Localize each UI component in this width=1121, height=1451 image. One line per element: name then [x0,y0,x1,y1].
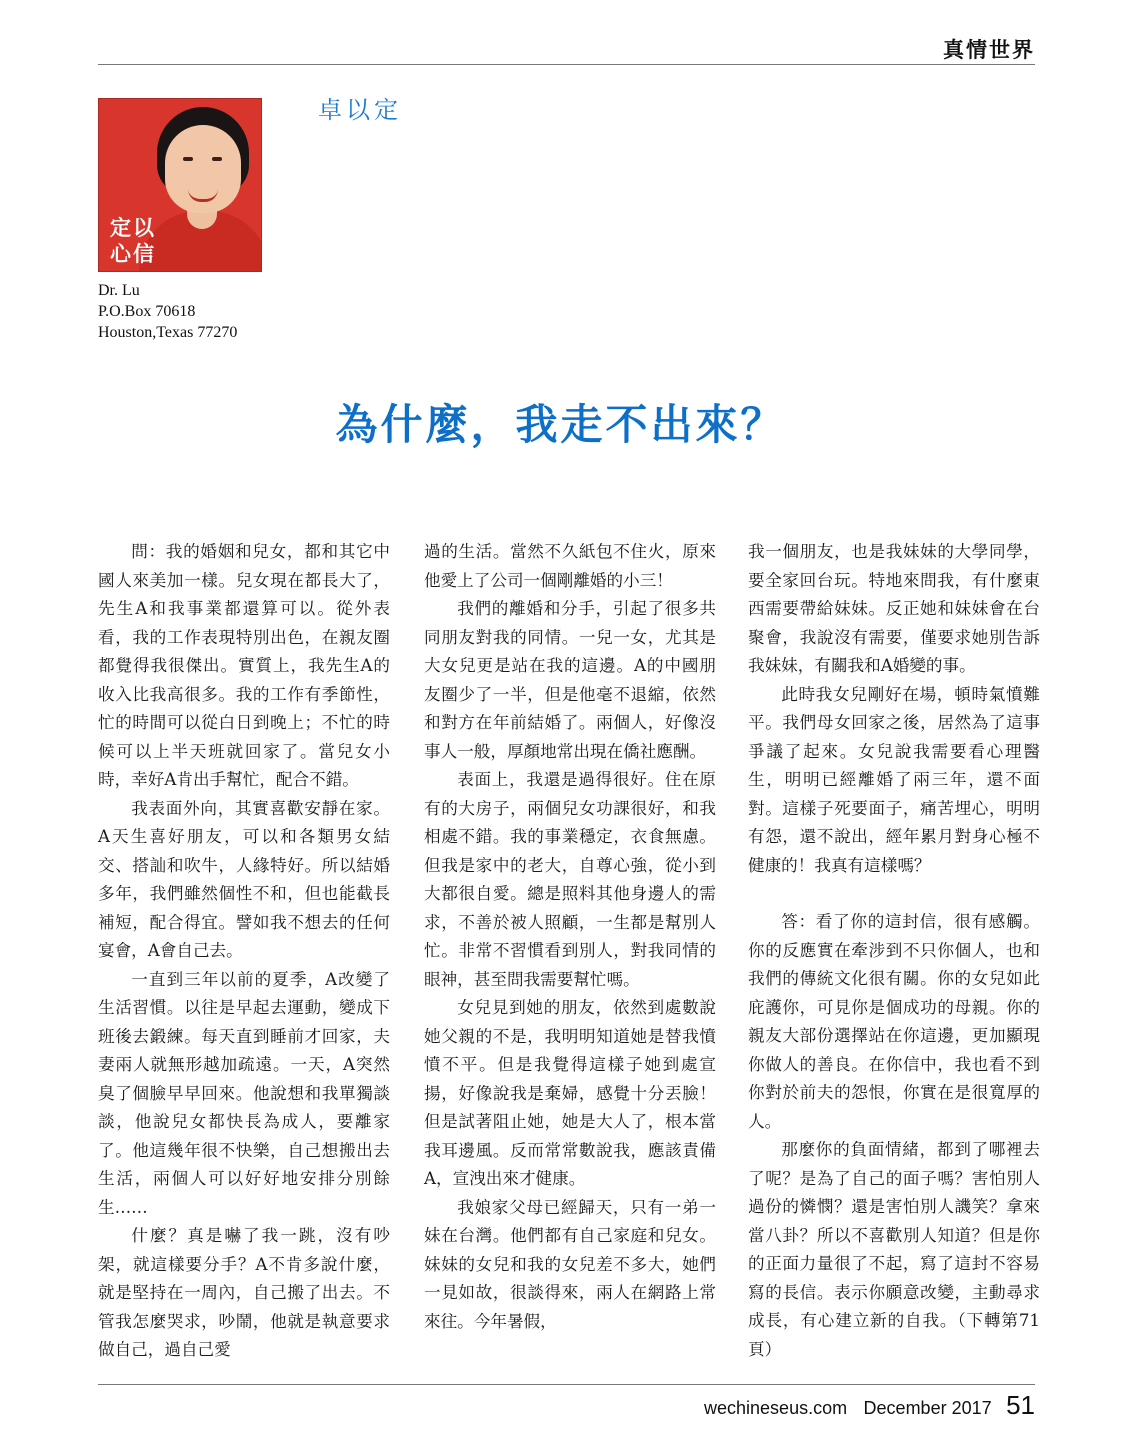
page-footer [704,1390,1035,1421]
paragraph: 我表面外向，其實喜歡安靜在家。A天生喜好朋友，可以和各類男女結交、搭訕和吹牛，人緣特好。所以結婚多年，我們雖然個性不和，但也能截長補短，配合得宜。譬如我不想去的任何宴會，A會自己去。 [98,798,390,960]
author-name: 卓以定 [318,96,402,124]
column-logo-line1: 定以 [110,215,156,240]
section-title: 真情世界 [943,38,1035,62]
column-logo-line2: 心信 [110,241,156,266]
bottom-divider [98,1384,1035,1385]
article-column-3 [748,538,1040,1364]
answer-paragraph: 那麼你的負面情緒，都到了哪裡去了呢？是為了自己的面子嗎？害怕別人過份的憐憫？還是害怕別人譏笑？拿來當八卦？所以不喜歡別人知道？但是你的正面力量很了不起，寫了這封不容易寫的長信。表示你願意改變，主動尋求成長，有心建立新的自我。（下轉第71頁） [748,1140,1040,1359]
article-column-2 [424,538,716,1336]
author-address [98,280,237,343]
paragraph-continued: 過的生活。當然不久紙包不住火，原來他愛上了公司一個剛離婚的小三！ [424,542,716,590]
article-title: 為什麼，我走不出來？ [335,400,786,449]
address-line-3: Houston,Texas 77270 [98,324,238,341]
address-line-2: P.O.Box 70618 [98,303,196,320]
footer-website: wechineseus.com [704,1398,848,1418]
author-photo [98,98,262,272]
paragraph: 問：我的婚姻和兒女，都和其它中國人來美加一樣。兒女現在都長大了，先生A和我事業都還算可以。從外表看，我的工作表現特別出色，在親友圈都覺得我很傑出。實質上，我先生A的收入比我高很多。我的工作有季節性，忙的時間可以從白日到晚上；不忙的時候可以上半天班就回家了。當兒女小時，幸好A肯出手幫忙，配合不錯。 [98,542,390,789]
paragraph-continued: 我一個朋友，也是我妹妹的大學同學，要全家回台玩。特地來問我，有什麼東西需要帶給妹妹。反正她和妹妹會在台聚會，我說沒有需要，僅要求她別告訴我妹妹，有關我和A婚變的事。 [748,542,1040,675]
paragraph: 我娘家父母已經歸天，只有一弟一妹在台灣。他們都有自己家庭和兒女。妹妹的女兒和我的女兒差不多大，她們一見如故，很談得來，兩人在網路上常來往。今年暑假， [424,1197,716,1331]
paragraph: 此時我女兒剛好在場，頓時氣憤難平。我們母女回家之後，居然為了這事爭議了起來。女兒說我需要看心理醫生，明明已經離婚了兩三年，還不面對。這樣子死要面子，痛苦埋心，明明有怨，還不說出，經年累月對身心極不健康的！我真有這樣嗎？ [748,684,1040,875]
paragraph: 什麼？真是嚇了我一跳，沒有吵架，就這樣要分手？A不肯多說什麼，就是堅持在一周內，自己搬了出去。不管我怎麼哭求，吵鬧，他就是執意要求做自己，過自己愛 [98,1226,390,1359]
top-divider [98,64,1035,65]
paragraph: 表面上，我還是過得很好。住在原有的大房子，兩個兒女功課很好，和我相處不錯。我的事業穩定，衣食無慮。但我是家中的老大，自尊心強，從小到大都很自愛。總是照料其他身邊人的需求，不善於被人照顧，一生都是幫別人忙。非常不習慣看到別人，對我同情的眼神，甚至問我需要幫忙嗎。 [424,770,716,989]
article-column-1 [98,538,390,1365]
answer-paragraph: 答：看了你的這封信，很有感觸。你的反應實在牽涉到不只你個人，也和我們的傳統文化很有關。你的女兒如此庇護你，可見你是個成功的母親。你的親友大部份選擇站在你這邊，更加顯現你做人的善良。在你信中，我也看不到你對於前夫的怨恨，你實在是很寬厚的人。 [748,912,1040,1131]
paragraph: 女兒見到她的朋友，依然到處數說她父親的不是，我明明知道她是替我憤憤不平。但是我覺得這樣子她到處宣揚，好像說我是棄婦，感覺十分丟臉！但是試著阻止她，她是大人了，根本當我耳邊風。反而常常數說我，應該責備A，宣洩出來才健康。 [424,998,716,1188]
column-logo [105,215,161,267]
footer-issue-date: December 2017 [863,1398,992,1418]
address-line-1: Dr. Lu [98,282,140,299]
paragraph: 我們的離婚和分手，引起了很多共同朋友對我的同情。一兒一女，尤其是大女兒更是站在我的這邊。A的中國朋友圈少了一半，但是他毫不退縮，依然和對方在年前結婚了。兩個人，好像沒事人一般，厚顏地常出現在僑社應酬。 [424,599,716,761]
paragraph: 一直到三年以前的夏季，A改變了生活習慣。以往是早起去運動，變成下班後去鍛練。每天直到睡前才回家，夫妻兩人就無形越加疏遠。一天，A突然臭了個臉早早回來。他說想和我單獨談談，他說兒女都快長為成人，要離家了。他這幾年很不快樂，自己想搬出去生活，兩個人可以好好地安排分別餘生…… [98,969,390,1217]
page-number: 51 [1006,1390,1035,1420]
